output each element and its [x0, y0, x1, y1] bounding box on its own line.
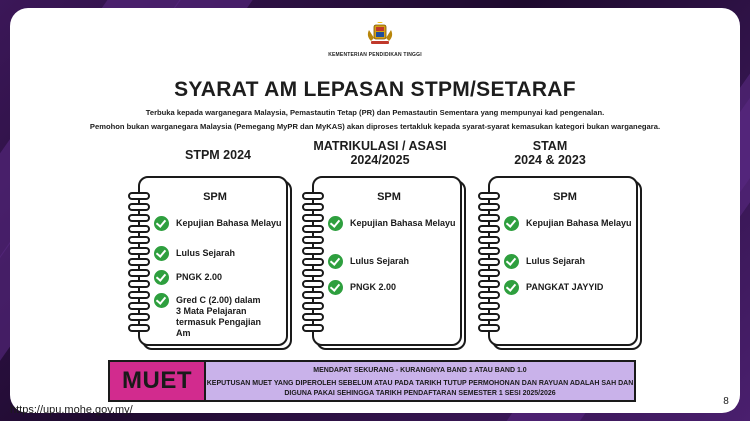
crest-icon [365, 22, 395, 48]
intro-line-1: Terbuka kepada warganegara Malaysia, Pemastautin Tetap (PR) dan Pemastautin Sementara yang mempunyai kad pengenalan. [145, 108, 605, 117]
check-icon [504, 216, 519, 231]
requirement-item [154, 248, 284, 261]
notepad-heading: SPM [377, 191, 401, 203]
check-icon [328, 254, 343, 269]
check-icon [328, 216, 343, 231]
notepad-heading: SPM [553, 191, 577, 203]
requirement-text: PANGKAT JAYYID [526, 282, 604, 292]
check-icon [154, 270, 169, 285]
muet-info-box [206, 360, 636, 402]
requirement-text: Lulus Sejarah [526, 256, 586, 266]
requirement-text: Lulus Sejarah [350, 256, 410, 266]
requirement-item [154, 272, 284, 285]
website-link[interactable]: https://upu.mohe.gov.my/ [10, 404, 133, 416]
check-icon [504, 280, 519, 295]
requirement-text: Gred C (2.00) dalam 3 Mata Pelajaran termasuk Pengajian Am [176, 295, 262, 338]
intro-line-2: Pemohon bukan warganegara Malaysia (Pemegang MyPR dan MyKAS) akan diproses tertakluk kepada syarat-syarat kemasukan kategori bukan warganegara. [89, 122, 661, 131]
notepad-stam [488, 176, 638, 346]
muet-requirement: MENDAPAT SEKURANG - KURANGNYA BAND 1 ATAU BAND 1.0 [313, 367, 527, 374]
muet-label-box [108, 360, 206, 402]
notepad-stpm [138, 176, 288, 346]
requirement-item [504, 218, 634, 231]
column-heading-matrikulasi [300, 139, 460, 167]
requirement-text: Lulus Sejarah [176, 248, 236, 258]
notepad-sheet [138, 176, 288, 346]
spiral-ring-icon [478, 192, 500, 342]
spiral-ring-icon [128, 192, 150, 342]
requirement-item [154, 218, 284, 231]
column-heading-line: STAM [532, 139, 568, 153]
requirement-item [328, 282, 458, 295]
requirement-item [328, 256, 458, 269]
spiral-ring-icon [302, 192, 324, 342]
requirement-item [154, 295, 284, 339]
check-icon [328, 280, 343, 295]
ministry-name: KEMENTERIAN PENDIDIKAN TINGGI [328, 52, 422, 58]
check-icon [154, 246, 169, 261]
slide-card [10, 8, 740, 413]
requirement-item [328, 218, 458, 231]
check-icon [154, 293, 169, 308]
check-icon [154, 216, 169, 231]
page-number: 8 [715, 393, 737, 411]
notepad-sheet [488, 176, 638, 346]
column-heading-line: 2024 & 2023 [514, 153, 586, 167]
notepad-sheet [312, 176, 462, 346]
requirement-text: PNGK 2.00 [350, 282, 397, 292]
requirement-text: PNGK 2.00 [176, 272, 223, 282]
muet-label: MUET [122, 367, 192, 394]
column-heading-stpm [138, 148, 298, 162]
requirement-text: Kepujian Bahasa Melayu [176, 218, 282, 228]
requirement-item [504, 256, 634, 269]
column-heading-line: MATRIKULASI / ASASI [313, 139, 447, 153]
muet-validity-note: KEPUTUSAN MUET YANG DIPEROLEH SEBELUM ATAU PADA TARIKH TUTUP PERMOHONAN DAN RAYUAN ADALAH SAH DAN DIGUNA PAKAI SEHINGGA TARIKH PENDAFTARAN SEMESTER 1 SESI 2025/2026 [206, 380, 634, 397]
column-heading-line: STPM 2024 [184, 148, 251, 162]
notepad-matrikulasi [312, 176, 462, 346]
requirement-text: Kepujian Bahasa Melayu [350, 218, 456, 228]
page-title: SYARAT AM LEPASAN STPM/SETARAF [174, 78, 576, 101]
check-icon [504, 254, 519, 269]
column-heading-line: 2024/2025 [350, 153, 410, 167]
notepad-heading: SPM [203, 191, 227, 203]
column-heading-stam [470, 139, 630, 167]
requirement-item [504, 282, 634, 295]
requirement-text: Kepujian Bahasa Melayu [526, 218, 632, 228]
